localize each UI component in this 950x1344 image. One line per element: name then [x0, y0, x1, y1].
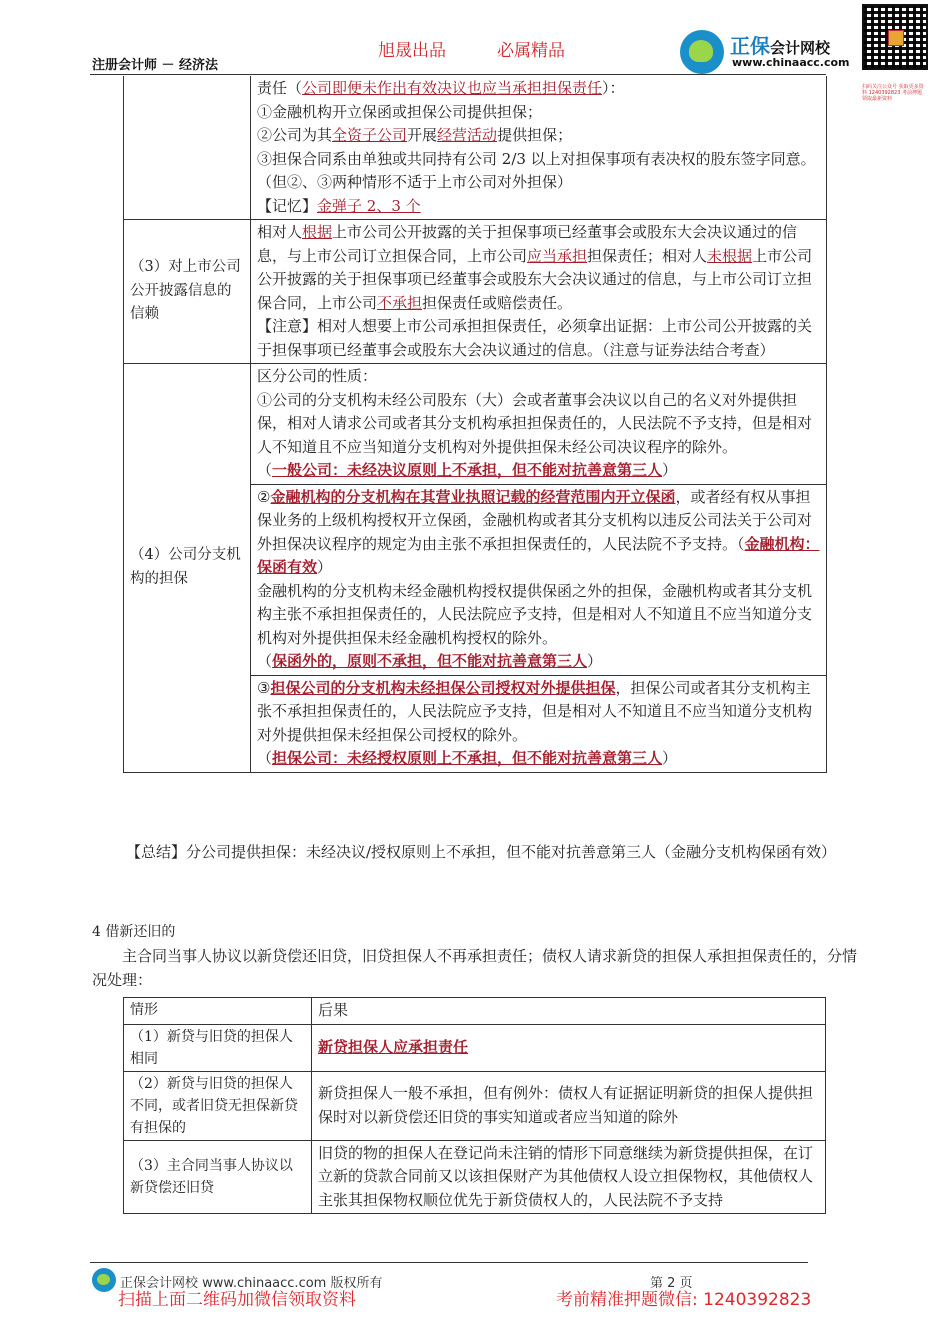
table-cell: ②金融机构的分支机构在其营业执照记载的经营范围内开立保函，或者经有权从事担保业务的上级机构授权开立保函，金融机构或者其分支机构以违反公司法关于公司对外担保决议程序的规定为由主张不承担担保责任的，人民法院不予支持。（金融机构：保函有效） 金融机构的分支机构未经金融机构授权提供保函之外的担保，金融机构或者其分支机构主张不承担担保责任的，人民法院应予支持，但是相对人不知道且不应当知道分支机构对外提供担保未经金融机构授权的除外。 （保函外的，原则不承担，但不能对抗善意第三人）: [251, 484, 827, 675]
summary-paragraph: 【总结】分公司提供担保：未经决议/授权原则上不承担，但不能对抗善意第三人（金融分支机构保函有效）: [126, 843, 837, 861]
highlight-text: 公司即便未作出有效决议也应当承担担保责任: [302, 79, 603, 97]
table-row: [124, 1071, 826, 1140]
result-cell: 新贷担保人应承担责任: [312, 1024, 826, 1071]
result-cell: 旧贷的物的担保人在登记尚未注销的情形下同意继续为新贷提供担保，在订立新的贷款合同前又以该担保财产为其他债权人设立担保物权，其他债权人主张其担保物权顺位优先于新贷债权人的，人民法院不予支持: [312, 1140, 826, 1214]
table-row: [124, 220, 827, 364]
brand-suffix: 会计网校: [770, 39, 831, 57]
qr-caption: 扫码关注公众号 获取更多资料 1240392823 考前押题 领取最新资料: [862, 84, 924, 102]
column-header: 后果: [312, 998, 826, 1025]
table-row: [124, 1024, 826, 1071]
result-cell: 新贷担保人一般不承担，但有例外：债权人有证据证明新贷的担保人提供担保时对以新贷偿还旧贷的事实知道或者应当知道的除外: [312, 1071, 826, 1140]
highlight-text: 金弹子 2、3 个: [317, 196, 421, 215]
row-label: （3）对上市公司公开披露信息的信赖: [124, 220, 251, 364]
guarantee-table: [123, 76, 827, 773]
slogan-right: 必属精品: [497, 41, 565, 61]
highlight-text: 全资子公司: [332, 126, 408, 144]
table-cell: 责任（公司即便未作出有效决议也应当承担担保责任）： ①金融机构开立保函或担保公司提供担保； ②公司为其全资子公司开展经营活动提供担保； ③担保合同系由单独或共同持有公司 2/3 以上对担保事项有表决权的股东签字同意。 （但②、③两种情形不适于上市公司对外担保） 【记忆】金弹子 2、3 个: [251, 76, 827, 220]
highlight-text: 经营活动: [437, 126, 498, 144]
footer-logo-icon: [92, 1268, 116, 1292]
table-cell: [124, 76, 251, 220]
situation-cell: （3）主合同当事人协议以新贷偿还旧贷: [124, 1140, 312, 1214]
column-header: 情形: [124, 998, 312, 1025]
promo-left: 扫描上面二维码加微信领取资料: [118, 1290, 356, 1310]
table-cell: 相对人根据上市公司公开披露的关于担保事项已经董事会或股东大会决议通过的信息，与上市公司订立担保合同，上市公司应当承担担保责任；相对人未根据上市公司公开披露的关于担保事项已经董事会或股东大会决议通过的信息，与上市公司订立担保合同，上市公司不承担担保责任或赔偿责任。 【注意】相对人想要上市公司承担担保责任，必须拿出证据：上市公司公开披露的关于担保事项已经董事会或股东大会决议通过的信息。（注意与证券法结合考查）: [251, 220, 827, 364]
situation-cell: （2）新贷与旧贷的担保人不同，或者旧贷无担保新贷有担保的: [124, 1071, 312, 1140]
table-cell: ③担保公司的分支机构未经担保公司授权对外提供担保，担保公司或者其分支机构主张不承担担保责任的，人民法院应予支持，但是相对人不知道且不应当知道分支机构对外提供担保未经担保公司授权的除外。 （担保公司：未经授权原则上不承担，但不能对抗善意第三人）: [251, 675, 827, 772]
situation-cell: （1）新贷与旧贷的担保人相同: [124, 1024, 312, 1071]
header-divider: [90, 74, 826, 75]
table-row: [124, 1140, 826, 1214]
logo-icon: [680, 30, 724, 74]
refinance-table: [123, 997, 826, 1214]
promo-right: 考前精准押题微信: 1240392823: [556, 1290, 812, 1310]
brand-logo[interactable]: [680, 28, 860, 74]
footer-divider: [90, 1262, 808, 1263]
qr-code-icon[interactable]: [862, 4, 928, 70]
section-heading: 4 借新还旧的: [92, 924, 176, 940]
footer-copyright: 正保会计网校 www.chinaacc.com 版权所有: [120, 1276, 383, 1291]
table-cell: 区分公司的性质： ①公司的分支机构未经公司股东（大）会或者董事会决议以自己的名义对外提供担保，相对人请求公司或者其分支机构承担担保责任的，人民法院不予支持，但是相对人不知道且不应当知道分支机构对外提供担保未经公司决议程序的除外。 （一般公司：未经决议原则上不承担，但不能对抗善意第三人）: [251, 364, 827, 485]
table-row: [124, 76, 827, 220]
page-number: 第 2 页: [650, 1276, 693, 1291]
brand-url: www.chinaacc.com: [732, 56, 850, 69]
row-label: （4）公司分支机构的担保: [124, 364, 251, 773]
course-title: 注册会计师 － 经济法: [92, 58, 219, 73]
section-intro: 主合同当事人协议以新贷偿还旧贷，旧贷担保人不再承担责任；债权人请求新贷的担保人承担担保责任的，分情况处理：: [92, 947, 858, 989]
brand-name: 正保: [730, 34, 770, 58]
slogan-left: 旭晟出品: [378, 41, 446, 61]
table-header-row: [124, 998, 826, 1025]
table-row: [124, 364, 827, 485]
